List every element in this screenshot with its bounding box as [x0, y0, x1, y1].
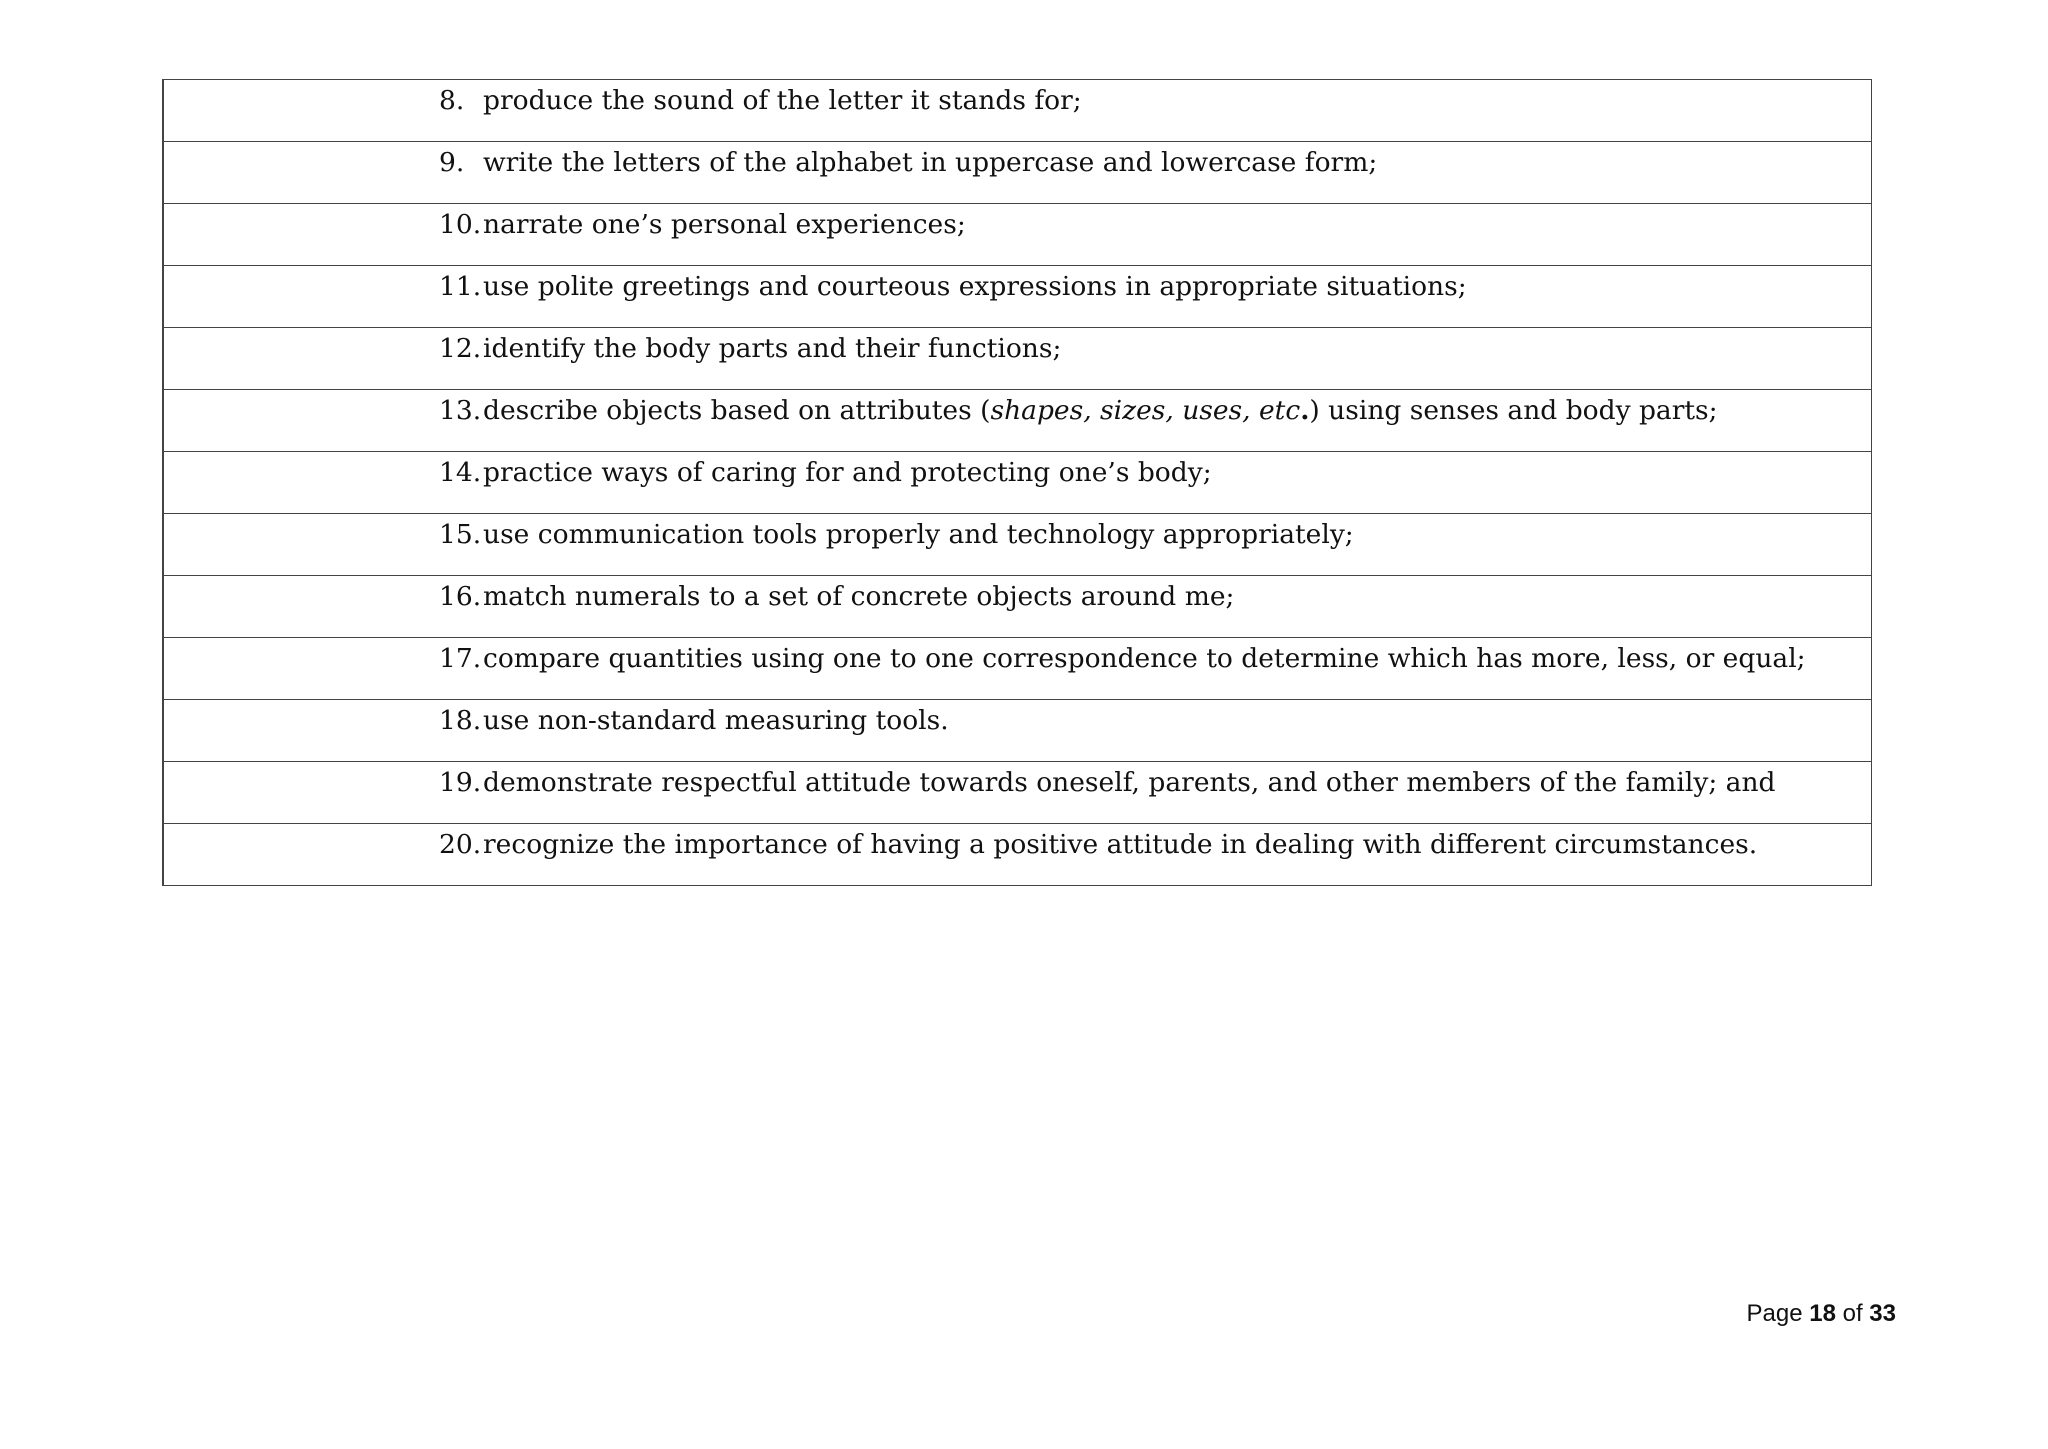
list-item [164, 824, 1871, 862]
item-text-end: ) using senses and body parts; [1309, 395, 1718, 426]
table-cell [164, 762, 1872, 824]
table-cell [164, 638, 1872, 700]
table-row [163, 452, 1872, 514]
table-row [163, 762, 1872, 824]
list-item [164, 266, 1871, 304]
list-item [164, 638, 1871, 676]
list-item [164, 576, 1871, 614]
item-number: 13. [439, 395, 482, 426]
item-number: 18. [439, 705, 482, 736]
table-row [163, 390, 1872, 452]
list-item [164, 142, 1871, 180]
list-item [164, 328, 1871, 366]
table-cell [164, 576, 1872, 638]
list-item [164, 390, 1871, 428]
item-text: practice ways of caring for and protecting one’s body; [483, 457, 1212, 488]
item-text: compare quantities using one to one correspondence to determine which has more, less, or equal; [483, 643, 1806, 674]
table-cell [164, 328, 1872, 390]
competency-table [162, 79, 1872, 886]
table-cell [164, 824, 1872, 886]
table-cell [164, 142, 1872, 204]
list-item [164, 700, 1871, 738]
list-item [164, 204, 1871, 242]
table-cell [164, 514, 1872, 576]
list-item [164, 80, 1871, 118]
item-number: 12. [439, 333, 482, 364]
table-row [163, 514, 1872, 576]
list-item [164, 762, 1871, 800]
table-row [163, 576, 1872, 638]
of-label: of [1842, 1300, 1863, 1327]
item-text: use communication tools properly and technology appropriately; [483, 519, 1354, 550]
table-row [163, 80, 1872, 142]
item-number: 20. [439, 829, 482, 860]
table-cell [164, 452, 1872, 514]
table-cell [164, 80, 1872, 142]
total-pages-number: 33 [1869, 1300, 1896, 1327]
table-row [163, 700, 1872, 762]
table-row [163, 638, 1872, 700]
current-page-number: 18 [1809, 1300, 1836, 1327]
item-text-bold: . [1300, 395, 1310, 426]
item-text [483, 395, 1718, 426]
table-cell [164, 204, 1872, 266]
item-text: narrate one’s personal experiences; [483, 209, 966, 240]
table-row [163, 204, 1872, 266]
item-number: 16. [439, 581, 482, 612]
table-row [163, 328, 1872, 390]
item-number: 8. [439, 85, 465, 116]
list-item [164, 514, 1871, 552]
item-number: 15. [439, 519, 482, 550]
table-cell [164, 266, 1872, 328]
table-row [163, 142, 1872, 204]
item-text-start: describe objects based on attributes ( [483, 395, 991, 426]
item-text: produce the sound of the letter it stands for; [483, 85, 1082, 116]
table-cell [164, 700, 1872, 762]
item-number: 17. [439, 643, 482, 674]
item-text: use polite greetings and courteous expressions in appropriate situations; [483, 271, 1467, 302]
list-item [164, 452, 1871, 490]
item-text: demonstrate respectful attitude towards oneself, parents, and other members of the family; and [483, 767, 1776, 798]
table-row [163, 266, 1872, 328]
table-row [163, 824, 1872, 886]
item-text: recognize the importance of having a positive attitude in dealing with different circumstances. [483, 829, 1758, 860]
item-number: 19. [439, 767, 482, 798]
item-text-italic: shapes, sizes, uses, etc [990, 395, 1301, 426]
item-text: write the letters of the alphabet in uppercase and lowercase form; [483, 147, 1378, 178]
item-text: match numerals to a set of concrete objects around me; [483, 581, 1235, 612]
item-text: identify the body parts and their functions; [483, 333, 1062, 364]
page-footer [1747, 1300, 1897, 1328]
item-text: use non-standard measuring tools. [483, 705, 949, 736]
page-label: Page [1746, 1300, 1803, 1327]
table-cell [164, 390, 1872, 452]
item-number: 9. [439, 147, 465, 178]
item-number: 11. [439, 271, 482, 302]
item-number: 14. [439, 457, 482, 488]
item-number: 10. [439, 209, 482, 240]
